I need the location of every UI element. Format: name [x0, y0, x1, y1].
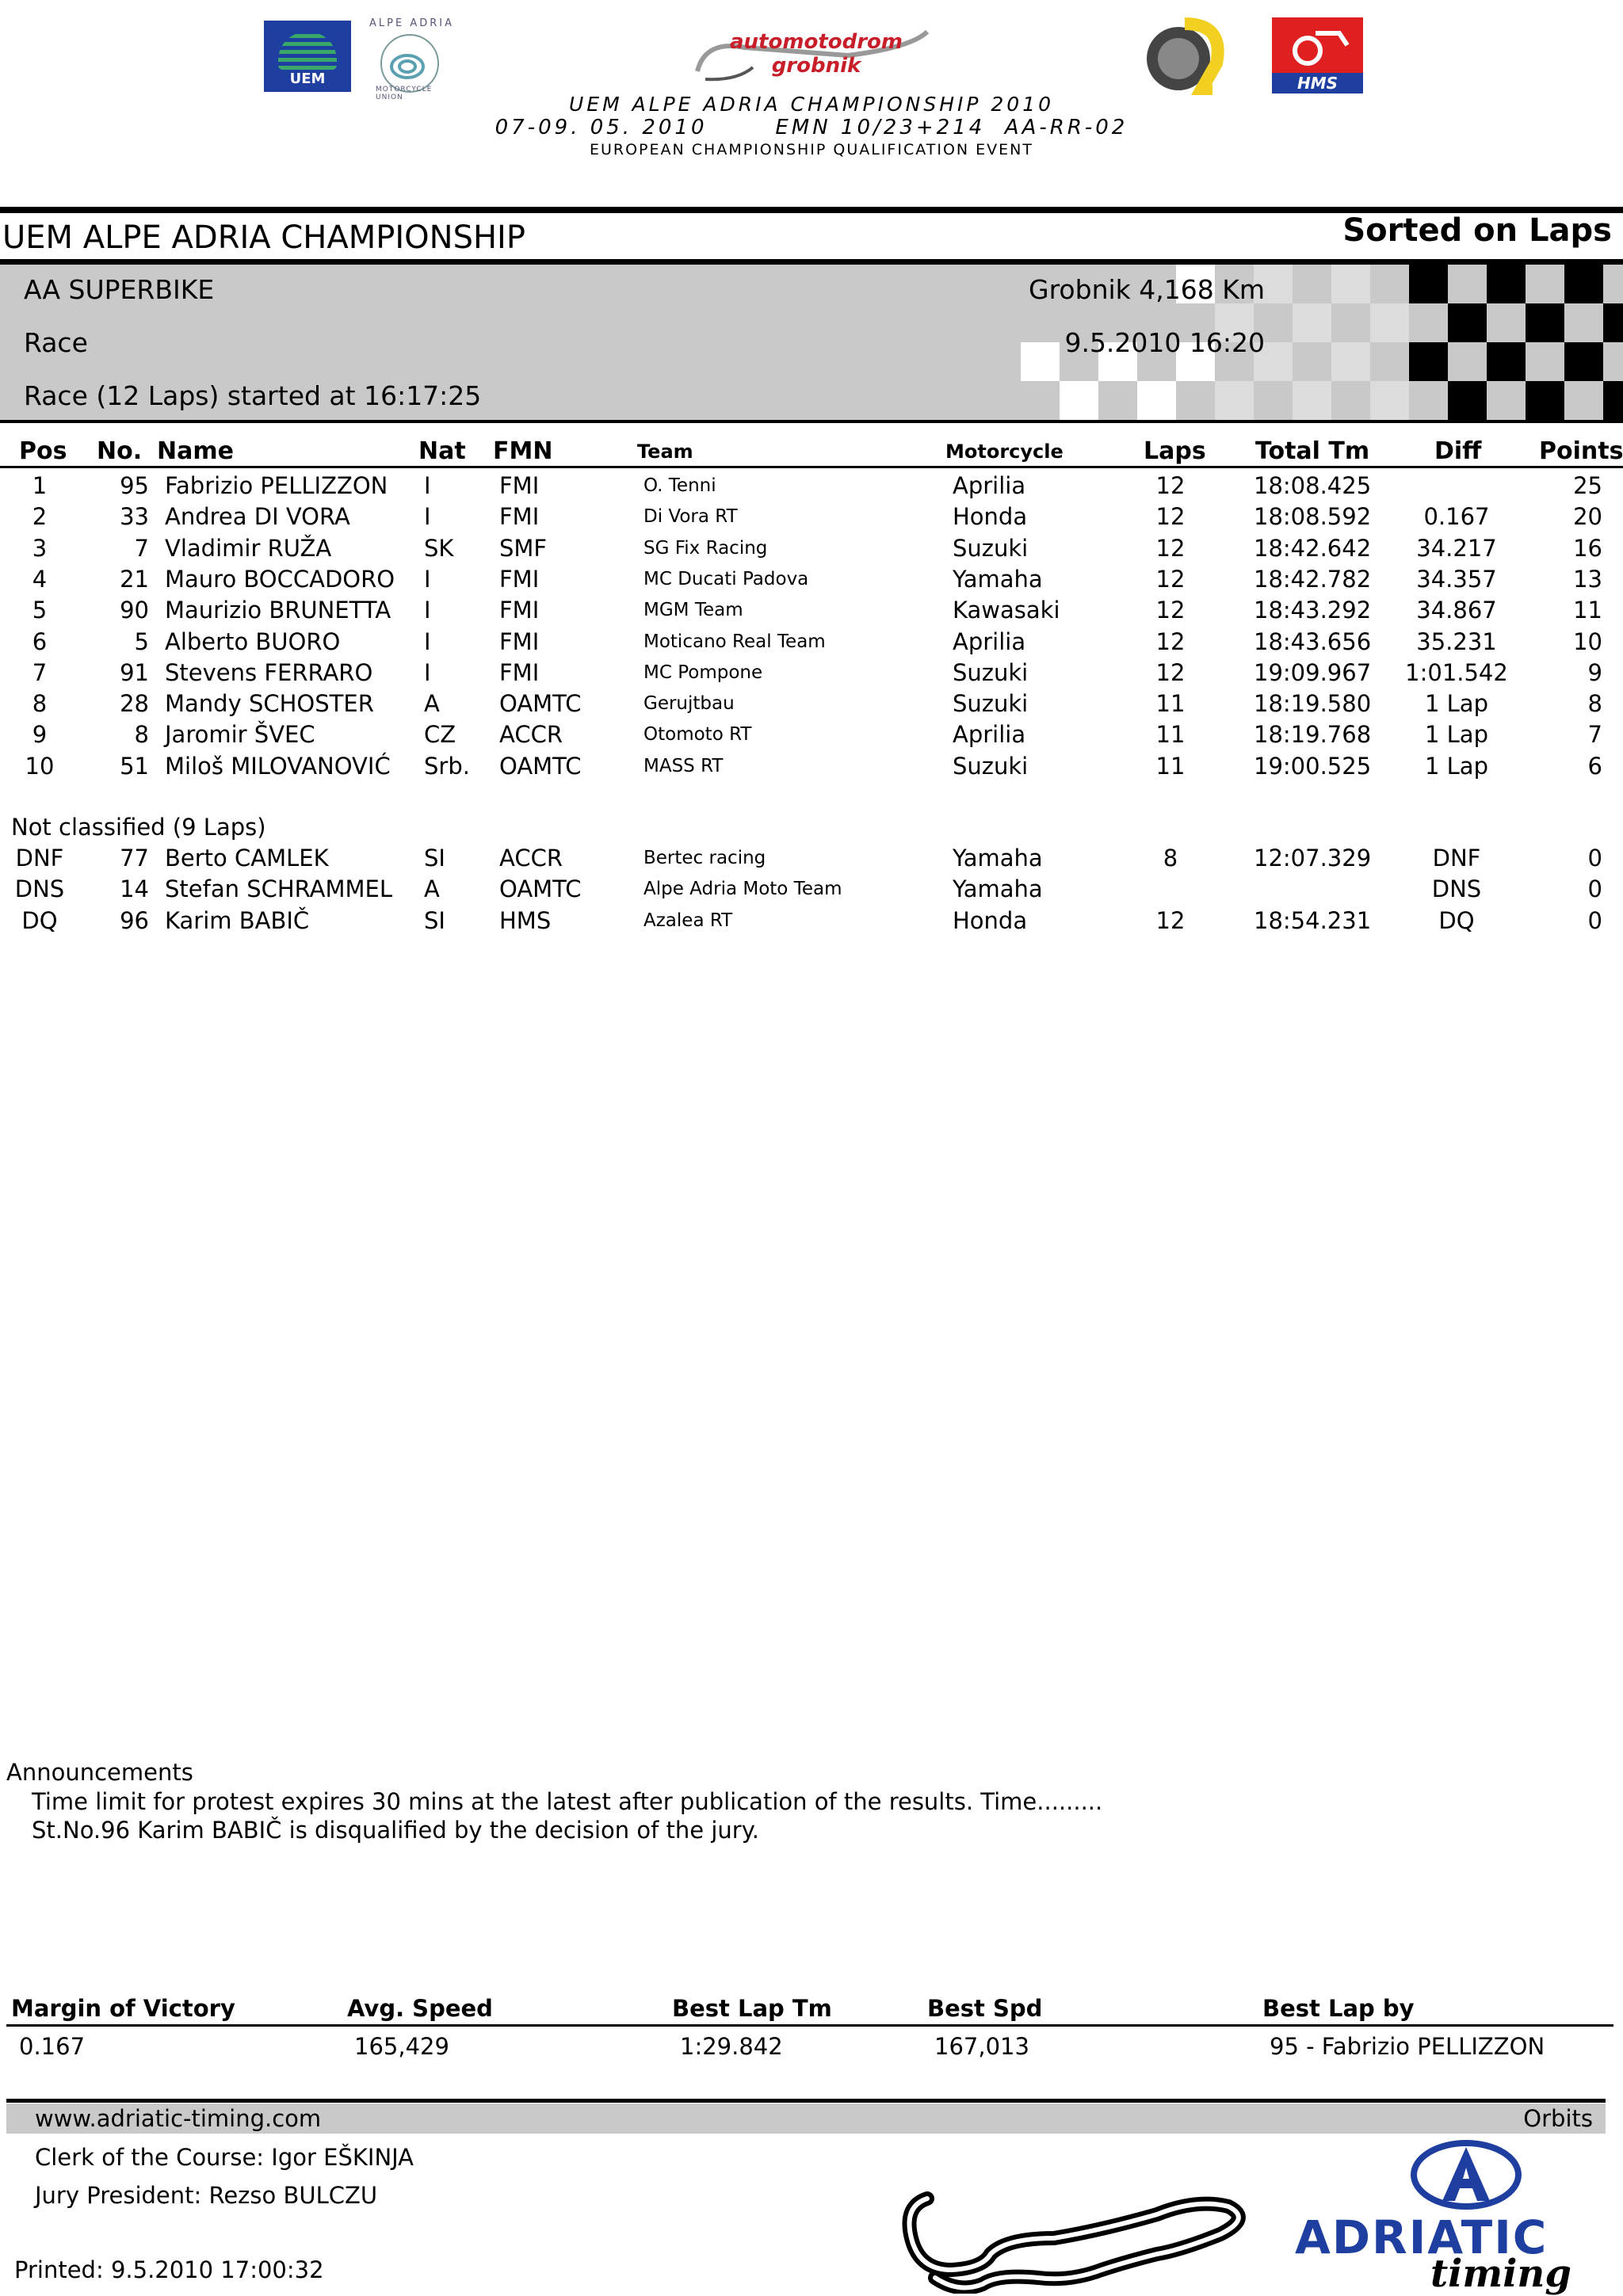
cell-team: Azalea RT — [643, 910, 733, 931]
cell-name: Andrea DI VORA — [165, 503, 350, 531]
cell-total: 18:08.425 — [1254, 472, 1372, 499]
cell-team: MC Ducati Padova — [643, 568, 809, 589]
banner-subtitle: EUROPEAN CHAMPIONSHIP QUALIFICATION EVENT — [589, 141, 1033, 158]
cell-pos: DNF — [15, 845, 64, 871]
table-row — [0, 503, 1623, 534]
race-start-info: Race (12 Laps) started at 16:17:25 — [24, 380, 482, 411]
cell-nat: CZ — [424, 721, 456, 749]
cell-no: 77 — [120, 845, 149, 871]
cell-fmn: OAMTC — [499, 690, 582, 718]
session-name: Race — [24, 327, 88, 358]
summary-margin-value: 0.167 — [19, 2033, 86, 2060]
cell-laps: 12 — [1155, 503, 1186, 531]
col-header-motorcycle: Motorcycle — [945, 441, 1064, 463]
col-header-fmn: FMN — [493, 437, 553, 465]
header-rule — [0, 466, 1623, 468]
summary-best-speed-value: 167,013 — [934, 2033, 1029, 2060]
cell-moto: Aprilia — [953, 627, 1026, 655]
info-box-rule — [0, 420, 1623, 423]
cell-team: MASS RT — [643, 755, 724, 776]
cell-nat: I — [424, 472, 431, 499]
circuit-map-icon — [896, 2175, 1292, 2294]
cell-points: 9 — [1587, 658, 1602, 686]
cell-name: Berto CAMLEK — [165, 845, 329, 871]
cell-pos: DNS — [14, 875, 65, 903]
cell-diff: 35.231 — [1416, 627, 1497, 655]
hms-logo-text: HMS — [1272, 73, 1363, 93]
class-name: AA SUPERBIKE — [24, 274, 215, 305]
cell-name: Stevens FERRARO — [165, 658, 373, 686]
hms-rider-icon — [1272, 17, 1363, 73]
grobnik-logo-text: automotodrom grobnik — [730, 30, 903, 78]
cell-moto: Honda — [953, 906, 1028, 934]
summary-best-lap-value: 1:29.842 — [680, 2033, 783, 2060]
cell-no: 21 — [120, 565, 149, 593]
cell-pos: 5 — [32, 597, 48, 624]
cell-fmn: ACCR — [499, 721, 563, 749]
cell-team: MGM Team — [643, 600, 743, 621]
footer-rule — [6, 2099, 1606, 2103]
cell-name: Alberto BUORO — [165, 627, 341, 655]
cell-fmn: FMI — [499, 565, 540, 593]
cell-team: Bertec racing — [643, 848, 766, 868]
cell-pos: 1 — [32, 472, 48, 499]
cell-pos: 7 — [32, 658, 48, 686]
cell-diff: DQ — [1438, 906, 1475, 934]
cell-moto: Yamaha — [953, 845, 1043, 871]
cell-moto: Suzuki — [953, 752, 1029, 780]
cell-no: 90 — [120, 597, 149, 624]
alpe-adria-logo-sub: MOTORCYCLE UNION — [376, 86, 433, 101]
col-header-name: Name — [157, 437, 234, 465]
summary-header-margin: Margin of Victory — [11, 1995, 235, 2022]
cell-fmn: OAMTC — [499, 752, 582, 780]
summary-avg-speed-value: 165,429 — [354, 2033, 449, 2060]
cell-points: 0 — [1587, 875, 1602, 903]
cell-points: 0 — [1587, 845, 1602, 871]
cell-nat: Srb. — [424, 752, 470, 780]
col-header-points: Points — [1539, 437, 1623, 465]
cell-no: 5 — [134, 627, 149, 655]
summary-header-best-speed: Best Spd — [927, 1995, 1043, 2022]
cell-total: 18:19.768 — [1254, 721, 1372, 749]
cell-no: 28 — [120, 690, 149, 718]
cell-no: 14 — [120, 875, 149, 903]
cell-total: 18:19.580 — [1254, 690, 1372, 718]
cell-no: 33 — [120, 503, 149, 531]
announcement-line: Time limit for protest expires 30 mins at the latest after publication of the results. Time......... — [32, 1788, 1103, 1815]
table-row — [0, 535, 1623, 566]
table-row — [0, 628, 1623, 659]
col-header-no: No. — [97, 437, 143, 465]
cell-nat: SK — [424, 534, 454, 562]
cell-nat: A — [424, 875, 440, 903]
cell-total: 18:43.656 — [1254, 627, 1372, 655]
cell-fmn: HMS — [499, 906, 552, 934]
cell-team: O. Tenni — [643, 475, 716, 496]
cell-diff: 1 Lap — [1424, 690, 1488, 718]
cell-diff: 1 Lap — [1424, 721, 1488, 749]
adriatic-timing-logo — [1292, 2139, 1617, 2294]
table-row — [0, 566, 1623, 597]
cell-fmn: SMF — [499, 534, 548, 562]
cell-laps: 12 — [1155, 906, 1186, 934]
table-row — [0, 845, 1623, 875]
col-header-laps: Laps — [1144, 437, 1206, 465]
cell-fmn: FMI — [499, 597, 540, 624]
alpe-adria-logo-text: ALPE ADRIA — [369, 17, 454, 29]
col-header-diff: Diff — [1434, 437, 1482, 465]
cell-diff: 1:01.542 — [1405, 658, 1508, 686]
cell-points: 25 — [1573, 472, 1602, 499]
summary-header-best-lap-by: Best Lap by — [1262, 1995, 1415, 2022]
cell-moto: Honda — [953, 503, 1028, 531]
cell-pos: 6 — [32, 627, 48, 655]
cell-diff: DNF — [1432, 845, 1481, 871]
cell-no: 91 — [120, 658, 149, 686]
cell-pos: 8 — [32, 690, 48, 718]
cell-laps: 11 — [1155, 721, 1186, 749]
adriatic-brand-text: ADRIATIC — [1295, 2210, 1549, 2264]
banner-title: UEM ALPE ADRIA CHAMPIONSHIP 2010 — [568, 93, 1055, 116]
cell-name: Maurizio BRUNETTA — [165, 597, 391, 624]
sort-label: Sorted on Laps — [1342, 212, 1612, 249]
cell-team: Moticano Real Team — [643, 631, 826, 652]
cell-nat: A — [424, 690, 440, 718]
uem-logo-text: UEM — [289, 71, 326, 87]
cell-laps: 12 — [1155, 534, 1186, 562]
cell-team: Alpe Adria Moto Team — [643, 879, 842, 900]
cell-laps: 11 — [1155, 752, 1186, 780]
cell-pos: 10 — [25, 752, 55, 780]
cell-nat: SI — [424, 906, 445, 934]
cell-nat: SI — [424, 845, 445, 871]
announcements-title: Announcements — [6, 1759, 193, 1786]
cell-points: 16 — [1573, 534, 1602, 562]
table-row — [0, 721, 1623, 752]
cell-pos: DQ — [21, 906, 58, 934]
website-link[interactable]: www.adriatic-timing.com — [35, 2105, 322, 2132]
table-row — [0, 907, 1623, 938]
cell-total: 18:54.231 — [1254, 906, 1372, 934]
cell-fmn: ACCR — [499, 845, 563, 871]
col-header-total-time: Total Tm — [1255, 437, 1370, 465]
cell-total: 18:42.782 — [1254, 565, 1372, 593]
cell-total: 18:43.292 — [1254, 597, 1372, 624]
orbits-label: Orbits — [1523, 2105, 1593, 2132]
race-datetime: 9.5.2010 16:20 — [1064, 327, 1265, 358]
cell-moto: Aprilia — [953, 472, 1026, 499]
cell-fmn: FMI — [499, 627, 540, 655]
cell-diff: 34.357 — [1416, 565, 1497, 593]
adriatic-emblem-icon — [1411, 2139, 1522, 2210]
table-row — [0, 875, 1623, 906]
cell-pos: 4 — [32, 565, 48, 593]
cell-nat: I — [424, 658, 431, 686]
cell-moto: Aprilia — [953, 721, 1026, 749]
cell-team: SG Fix Racing — [643, 537, 768, 559]
cell-diff: 1 Lap — [1424, 752, 1488, 780]
banner-dates: 07-09. 05. 2010 EMN 10/23+214 AA-RR-02 — [495, 116, 1128, 139]
cell-pos: 2 — [32, 503, 48, 531]
summary-header-avg-speed: Avg. Speed — [347, 1995, 493, 2022]
cell-moto: Yamaha — [953, 565, 1043, 593]
cell-moto: Suzuki — [953, 534, 1029, 562]
hms-logo — [1272, 17, 1363, 93]
cell-team: Di Vora RT — [643, 506, 738, 528]
cell-diff: 0.167 — [1423, 503, 1490, 531]
cell-points: 6 — [1587, 752, 1602, 780]
cell-team: MC Pompone — [643, 662, 763, 683]
cell-no: 96 — [120, 906, 149, 934]
cell-fmn: FMI — [499, 658, 540, 686]
cell-fmn: OAMTC — [499, 875, 582, 903]
cell-laps: 8 — [1163, 845, 1178, 871]
cell-pos: 9 — [32, 721, 48, 749]
cell-fmn: FMI — [499, 503, 540, 531]
track-info: Grobnik 4,168 Km — [1029, 274, 1265, 305]
tyre-logo — [1137, 16, 1236, 95]
jury-president: Jury President: Rezso BULCZU — [35, 2182, 378, 2209]
summary-rule — [6, 2024, 1613, 2027]
clerk-of-course: Clerk of the Course: Igor EŠKINJA — [35, 2144, 414, 2171]
printed-timestamp: Printed: 9.5.2010 17:00:32 — [14, 2256, 324, 2283]
page-title: UEM ALPE ADRIA CHAMPIONSHIP — [2, 219, 525, 256]
cell-points: 0 — [1587, 906, 1602, 934]
cell-name: Vladimir RUŽA — [165, 534, 332, 562]
cell-points: 20 — [1573, 503, 1602, 531]
cell-points: 8 — [1587, 690, 1602, 718]
cell-fmn: FMI — [499, 472, 540, 499]
cell-moto: Suzuki — [953, 658, 1029, 686]
cell-laps: 12 — [1155, 597, 1186, 624]
cell-points: 7 — [1587, 721, 1602, 749]
cell-diff: 34.867 — [1416, 597, 1497, 624]
cell-nat: I — [424, 597, 431, 624]
col-header-nat: Nat — [418, 437, 466, 465]
cell-nat: I — [424, 503, 431, 531]
cell-laps: 11 — [1155, 690, 1186, 718]
cell-diff: DNS — [1431, 875, 1482, 903]
cell-nat: I — [424, 565, 431, 593]
table-row — [0, 753, 1623, 784]
table-row — [0, 472, 1623, 503]
tyre-icon — [1137, 16, 1236, 95]
cell-diff: 34.217 — [1416, 534, 1497, 562]
table-row — [0, 659, 1623, 690]
cell-pos: 3 — [32, 534, 48, 562]
cell-name: Mauro BOCCADORO — [165, 565, 395, 593]
cell-team: Otomoto RT — [643, 724, 752, 746]
cell-no: 7 — [134, 534, 149, 562]
col-header-team: Team — [637, 441, 693, 463]
table-row — [0, 690, 1623, 721]
cell-moto: Yamaha — [953, 875, 1043, 903]
cell-total: 18:08.592 — [1254, 503, 1372, 531]
cell-laps: 12 — [1155, 658, 1186, 686]
cell-laps: 12 — [1155, 627, 1186, 655]
cell-team: Gerujtbau — [643, 693, 735, 715]
timing-brand-text: timing — [1430, 2252, 1571, 2296]
cell-total: 19:09.967 — [1254, 658, 1372, 686]
title-rule-bottom — [0, 259, 1623, 265]
uem-logo — [264, 21, 351, 92]
cell-points: 10 — [1573, 627, 1602, 655]
cell-total: 18:42.642 — [1254, 534, 1372, 562]
summary-header-best-lap: Best Lap Tm — [672, 1995, 832, 2022]
cell-total: 12:07.329 — [1254, 845, 1372, 871]
grobnik-logo — [689, 24, 935, 87]
cell-points: 13 — [1573, 565, 1602, 593]
cell-laps: 12 — [1155, 565, 1186, 593]
uem-emblem-icon — [278, 32, 337, 70]
not-classified-label: Not classified (9 Laps) — [11, 814, 266, 841]
announcement-line: St.No.96 Karim BABIČ is disqualified by the decision of the jury. — [32, 1817, 759, 1844]
cell-name: Mandy SCHOSTER — [165, 690, 374, 718]
cell-name: Jaromir ŠVEC — [165, 721, 315, 749]
cell-no: 95 — [120, 472, 149, 499]
cell-name: Karim BABIČ — [165, 906, 310, 934]
table-row — [0, 597, 1623, 627]
cell-name: Fabrizio PELLIZZON — [165, 472, 388, 499]
cell-no: 8 — [134, 721, 149, 749]
cell-total: 19:00.525 — [1254, 752, 1372, 780]
cell-moto: Kawasaki — [953, 597, 1060, 624]
cell-laps: 12 — [1155, 472, 1186, 499]
cell-points: 11 — [1573, 597, 1602, 624]
cell-moto: Suzuki — [953, 690, 1029, 718]
cell-no: 51 — [120, 752, 149, 780]
alpe-adria-logo — [358, 17, 461, 101]
cell-name: Stefan SCHRAMMEL — [165, 875, 392, 903]
cell-name: Miloš MILOVANOVIĆ — [165, 752, 391, 780]
cell-nat: I — [424, 627, 431, 655]
col-header-pos: Pos — [19, 437, 67, 465]
summary-best-lap-by-value: 95 - Fabrizio PELLIZZON — [1270, 2033, 1545, 2060]
alpe-adria-emblem-icon — [358, 17, 461, 97]
